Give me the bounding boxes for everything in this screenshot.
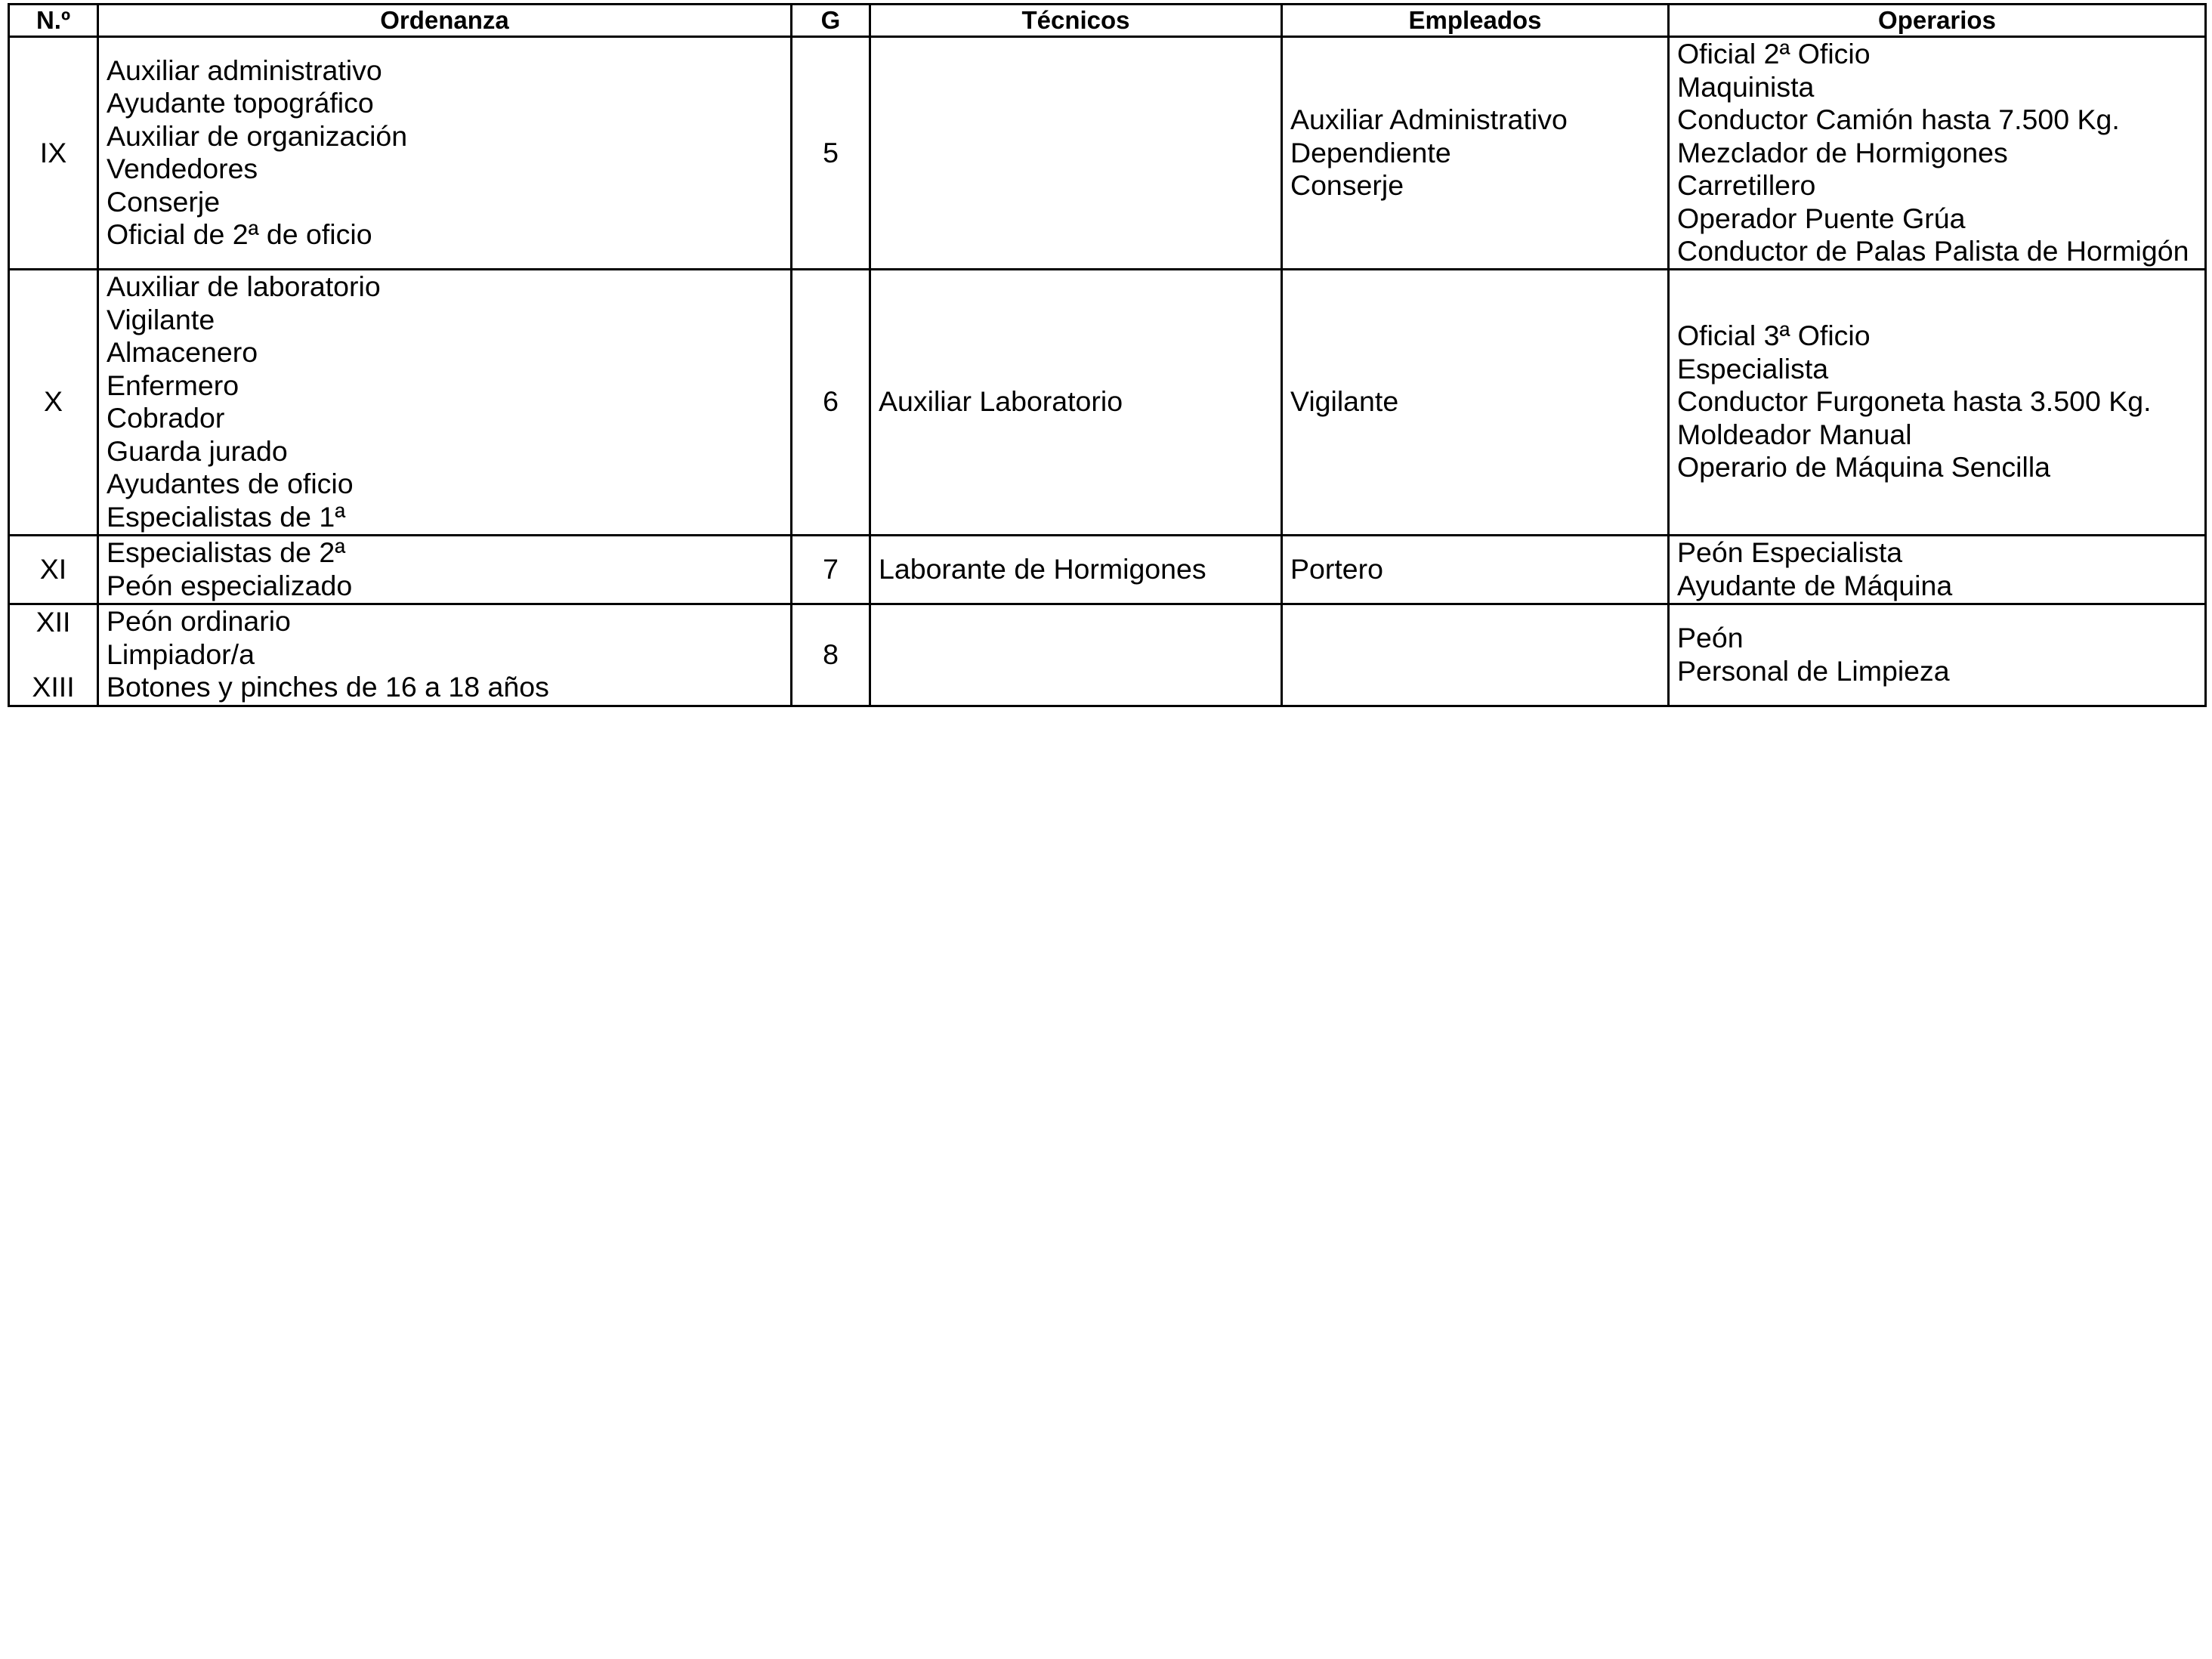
cell-empleados [1282,37,1669,270]
table-row [9,37,2206,270]
empleados-line: Vigilante [1290,385,1399,418]
cell-operarios [1669,269,2206,535]
header-grupo: G [792,5,870,37]
operarios-line: Maquinista [1677,70,1815,103]
operarios-line: Conductor Camión hasta 7.500 Kg. [1677,103,2120,135]
cell-grupo: 5 [792,37,870,270]
ordenanza-line: Limpiador/a [107,638,255,670]
ordenanza-line: Vendedores [107,153,258,185]
empleados-line: Auxiliar Administrativo [1290,103,1568,135]
cell-operarios [1669,37,2206,270]
cell-grupo: 8 [792,604,870,706]
ordenanza-line: Enfermero [107,369,239,401]
operarios-line: Carretillero [1677,169,1816,201]
operarios-line: Moldeador Manual [1677,418,1912,450]
classification-table [8,3,2207,707]
ordenanza-line: Almacenero [107,336,258,368]
cell-empleados [1282,535,1669,604]
tecnicos-line: Laborante de Hormigones [879,552,1206,585]
cell-ordenanza [98,37,792,270]
header-tecnicos: Técnicos [870,5,1282,37]
cell-ordenanza [98,604,792,706]
cell-grupo: 7 [792,535,870,604]
cell-operarios [1669,604,2206,706]
ordenanza-line: Peón ordinario [107,605,291,638]
numero-text: XI [39,552,67,585]
cell-tecnicos [870,37,1282,270]
table-row [9,535,2206,604]
ordenanza-line: Oficial de 2ª de oficio [107,218,372,251]
ordenanza-line: Ayudantes de oficio [107,468,354,499]
ordenanza-line: Auxiliar de laboratorio [107,270,381,302]
ordenanza-line: Ayudante topográfico [107,87,374,119]
operarios-line: Peón Especialista [1677,536,1903,568]
table-row [9,269,2206,535]
operarios-line: Oficial 2ª Oficio [1677,38,1871,70]
numero-text: XIII [32,671,75,703]
header-operarios: Operarios [1669,5,2206,37]
tecnicos-line: Auxiliar Laboratorio [879,385,1123,418]
operarios-line: Peón [1677,622,1744,653]
operarios-line: Operador Puente Grúa [1677,202,1966,234]
ordenanza-line: Peón especializado [107,569,353,601]
ordenanza-line: Guarda jurado [107,434,288,467]
operarios-line: Ayudante de Máquina [1677,569,1953,601]
cell-ordenanza [98,535,792,604]
cell-numero [9,604,98,706]
ordenanza-line: Vigilante [107,303,215,335]
operarios-line: Conductor de Palas Palista de Hormigón [1677,235,2189,267]
operarios-line: Personal de Limpieza [1677,654,1950,687]
operarios-line: Conductor Furgoneta hasta 3.500 Kg. [1677,385,2152,418]
header-numero: N.º [9,5,98,37]
cell-operarios [1669,535,2206,604]
operarios-line: Especialista [1677,352,1829,385]
ordenanza-line: Conserje [107,185,221,218]
table-row [9,604,2206,706]
empleados-line: Conserje [1290,169,1404,201]
cell-ordenanza [98,269,792,535]
ordenanza-line: Botones y pinches de 16 a 18 años [107,671,549,703]
numero-text: IX [39,136,67,168]
numero-text: X [43,385,63,418]
operarios-line: Mezclador de Hormigones [1677,136,2008,168]
cell-numero [9,269,98,535]
cell-empleados [1282,269,1669,535]
ordenanza-line: Especialistas de 2ª [107,536,346,568]
cell-empleados [1282,604,1669,706]
empleados-line: Dependiente [1290,136,1451,168]
empleados-line: Portero [1290,552,1383,585]
numero-text: XII [36,605,71,638]
cell-numero [9,535,98,604]
cell-tecnicos [870,535,1282,604]
cell-grupo: 6 [792,269,870,535]
header-ordenanza: Ordenanza [98,5,792,37]
ordenanza-line: Auxiliar de organización [107,119,408,152]
header-empleados: Empleados [1282,5,1669,37]
cell-tecnicos [870,604,1282,706]
ordenanza-line: Especialistas de 1ª [107,500,346,533]
cell-numero [9,37,98,270]
operarios-line: Oficial 3ª Oficio [1677,320,1871,352]
operarios-line: Operario de Máquina Sencilla [1677,451,2051,483]
header-row [9,5,2206,37]
ordenanza-line: Auxiliar administrativo [107,54,382,86]
cell-tecnicos [870,269,1282,535]
ordenanza-line: Cobrador [107,402,225,434]
